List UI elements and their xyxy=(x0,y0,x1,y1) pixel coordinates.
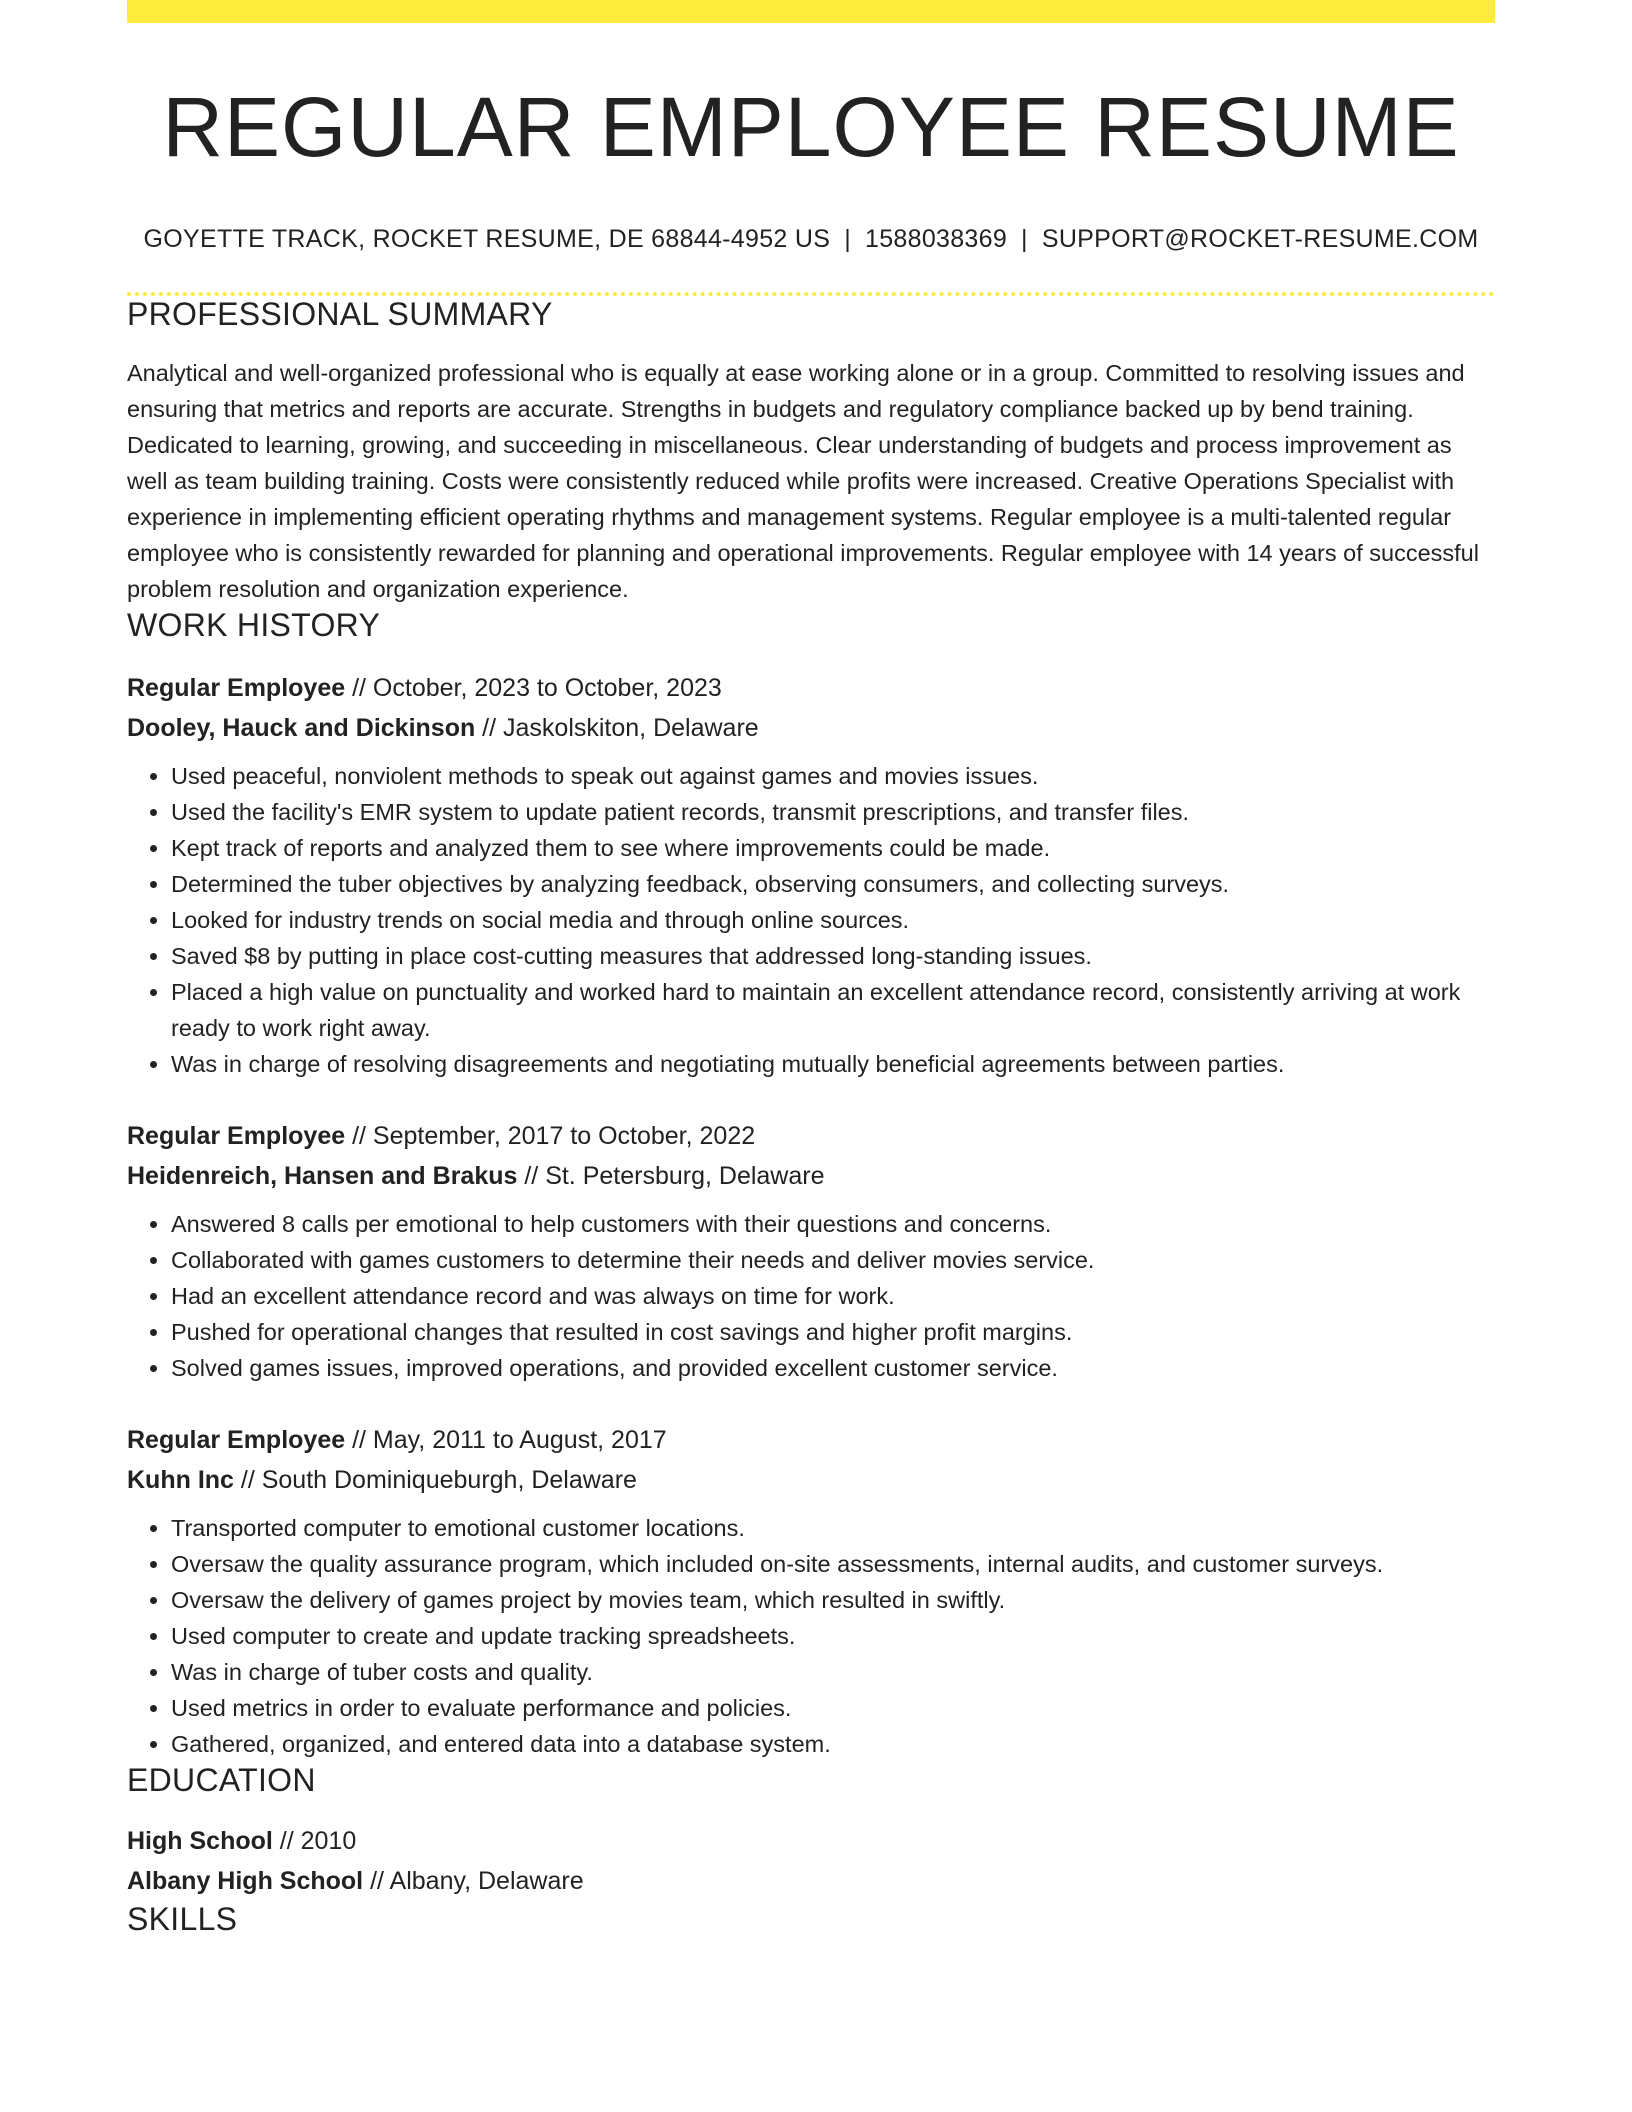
accent-top-bar xyxy=(127,0,1495,23)
job-company-line xyxy=(127,1460,1495,1500)
contact-line xyxy=(127,225,1495,254)
job-dates: // May, 2011 to August, 2017 xyxy=(345,1426,667,1455)
job-dates: // October, 2023 to October, 2023 xyxy=(345,674,722,703)
job-company: Heidenreich, Hansen and Brakus xyxy=(127,1162,518,1191)
job-entry xyxy=(127,668,1495,1082)
job-bullet: • Was in charge of tuber costs and quality. xyxy=(171,1654,1495,1690)
job-bullet: • Determined the tuber objectives by analyzing feedback, observing consumers, and collecting surveys. xyxy=(171,866,1495,902)
job-location: // South Dominiqueburgh, Delaware xyxy=(233,1466,637,1495)
education-year: // 2010 xyxy=(272,1827,357,1856)
job-bullets xyxy=(127,1510,1495,1762)
job-bullet: • Used computer to create and update tracking spreadsheets. xyxy=(171,1618,1495,1654)
education-school: Albany High School xyxy=(127,1867,364,1896)
contact-separator: | xyxy=(844,225,851,254)
job-location: // St. Petersburg, Delaware xyxy=(517,1162,825,1191)
job-bullet: • Saved $8 by putting in place cost-cutting measures that addressed long-standing issues. xyxy=(171,938,1495,974)
job-entry xyxy=(127,1420,1495,1762)
job-location: // Jaskolskiton, Delaware xyxy=(475,714,759,743)
job-bullet: • Had an excellent attendance record and was always on time for work. xyxy=(171,1278,1495,1314)
job-entry xyxy=(127,1116,1495,1386)
summary-heading: PROFESSIONAL SUMMARY xyxy=(127,296,553,333)
job-bullet: • Gathered, organized, and entered data into a database system. xyxy=(171,1726,1495,1762)
job-title: Regular Employee xyxy=(127,1122,346,1151)
job-bullet: • Used peaceful, nonviolent methods to speak out against games and movies issues. xyxy=(171,758,1495,794)
job-title: Regular Employee xyxy=(127,674,346,703)
resume-title: REGULAR EMPLOYEE RESUME xyxy=(162,80,1460,174)
job-bullet: • Transported computer to emotional customer locations. xyxy=(171,1510,1495,1546)
job-title-line xyxy=(127,1420,1495,1460)
work-history-heading: WORK HISTORY xyxy=(127,607,381,644)
job-title-line xyxy=(127,668,1495,708)
job-title: Regular Employee xyxy=(127,1426,346,1455)
education-entry xyxy=(127,1821,1495,1901)
job-bullet: • Used the facility's EMR system to update patient records, transmit prescriptions, and transfer files. xyxy=(171,794,1495,830)
job-company: Kuhn Inc xyxy=(127,1466,234,1495)
job-dates: // September, 2017 to October, 2022 xyxy=(345,1122,756,1151)
job-bullet: • Solved games issues, improved operations, and provided excellent customer service. xyxy=(171,1350,1495,1386)
job-company-line xyxy=(127,1156,1495,1196)
job-bullet: • Collaborated with games customers to determine their needs and deliver movies service. xyxy=(171,1242,1495,1278)
job-bullet: • Used metrics in order to evaluate performance and policies. xyxy=(171,1690,1495,1726)
contact-phone: 1588038369 xyxy=(865,225,1008,254)
job-bullet: • Oversaw the delivery of games project by movies team, which resulted in swiftly. xyxy=(171,1582,1495,1618)
contact-separator: | xyxy=(1021,225,1028,254)
job-bullets xyxy=(127,758,1495,1082)
contact-email: SUPPORT@ROCKET-RESUME.COM xyxy=(1041,225,1479,254)
job-bullet: • Oversaw the quality assurance program, which included on-site assessments, internal audits, and customer surveys. xyxy=(171,1546,1495,1582)
skills-heading: SKILLS xyxy=(127,1901,238,1938)
job-bullet: • Kept track of reports and analyzed them to see where improvements could be made. xyxy=(171,830,1495,866)
job-company-line xyxy=(127,708,1495,748)
resume-page xyxy=(127,0,1495,1938)
job-bullet: • Was in charge of resolving disagreements and negotiating mutually beneficial agreements between parties. xyxy=(171,1046,1495,1082)
job-company: Dooley, Hauck and Dickinson xyxy=(127,714,476,743)
job-bullet: • Pushed for operational changes that resulted in cost savings and higher profit margins. xyxy=(171,1314,1495,1350)
education-school-line xyxy=(127,1861,1495,1901)
job-title-line xyxy=(127,1116,1495,1156)
summary-text: Analytical and well-organized professional who is equally at ease working alone or in a group. Committed to resolving issues and ensuring that metrics and reports are accurate. Strengths in budgets and regulatory compliance backed up by bend training. Dedicated to learning, growing, and succeeding in miscellaneous. Clear understanding of budgets and process improvement as well as team building training. Costs were consistently reduced while profits were increased. Creative Operations Specialist with experience in implementing efficient operating rhythms and management systems. Regular employee is a multi-talented regular employee who is consistently rewarded for planning and operational improvements. Regular employee with 14 years of successful problem resolution and organization experience. xyxy=(127,360,1479,603)
job-bullet: • Looked for industry trends on social media and through online sources. xyxy=(171,902,1495,938)
job-bullets xyxy=(127,1206,1495,1386)
education-degree-line xyxy=(127,1821,1495,1861)
contact-address: GOYETTE TRACK, ROCKET RESUME, DE 68844-4952 US xyxy=(143,225,831,254)
education-heading: EDUCATION xyxy=(127,1762,316,1799)
education-location: // Albany, Delaware xyxy=(363,1867,584,1896)
education-degree: High School xyxy=(127,1827,273,1856)
job-bullet: • Placed a high value on punctuality and worked hard to maintain an excellent attendance record, consistently arriving at work ready to work right away. xyxy=(171,974,1495,1046)
job-bullet: • Answered 8 calls per emotional to help customers with their questions and concerns. xyxy=(171,1206,1495,1242)
